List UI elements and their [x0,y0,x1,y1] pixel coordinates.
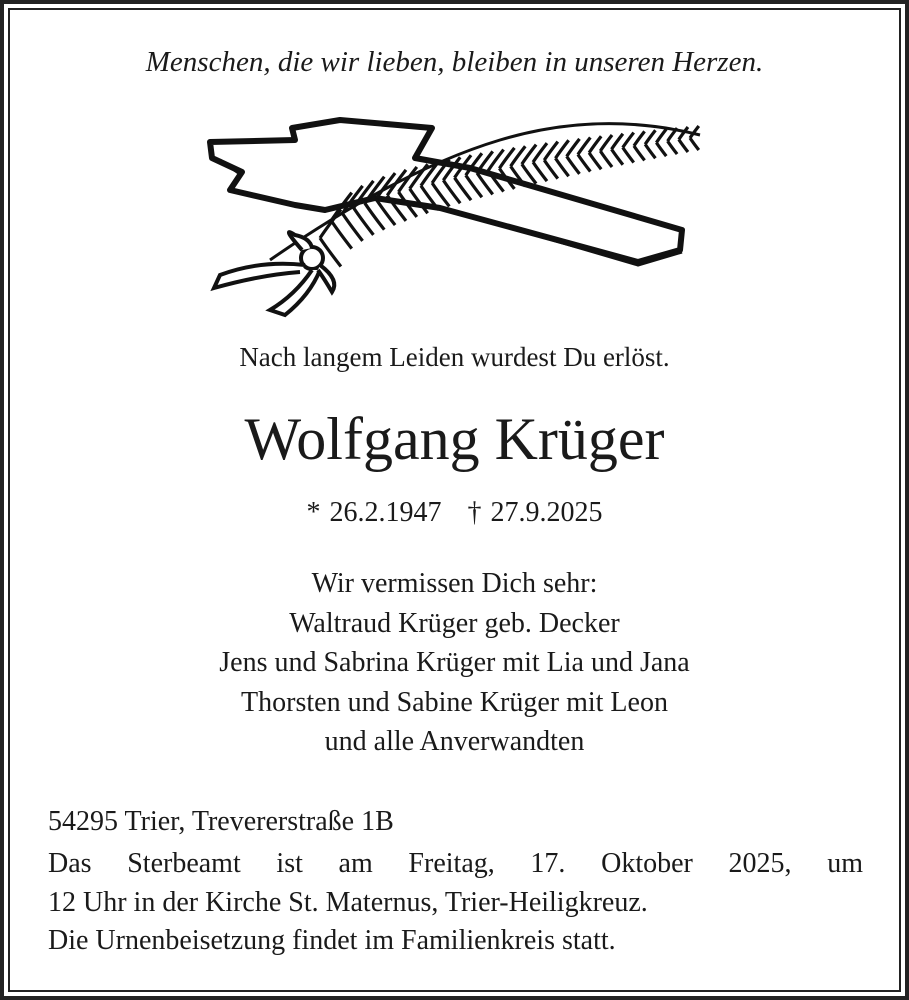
subtitle: Nach langem Leiden wurdest Du erlöst. [239,342,670,372]
palm-leaflet [600,151,612,167]
palm-leaflet [544,160,558,179]
palm-leaflet [578,155,590,172]
palm-leaflet [645,144,655,158]
service-line: Das Sterbeamt ist am Freitag, 17. Oktober 2025, um [48,848,863,879]
mourner-line: Jens und Sabrina Krüger mit Lia und Jana [219,647,690,678]
palm-leaflet [656,143,666,157]
palm-leaflet [656,129,666,143]
palm-leaflet [589,153,601,170]
cross-with-palm-branch-icon [200,110,710,320]
palm-leaflet [612,149,623,165]
palm-leaflet [634,146,645,161]
birth-date: * 26.2.1947 [306,497,442,528]
mourner-line: Waltraud Krüger geb. Decker [289,607,620,639]
ribbon-bow [214,232,334,315]
deceased-name: Wolfgang Krüger [244,406,665,472]
service-line: 12 Uhr in der Kirche St. Maternus, Trier-Heiligkreuz. [48,886,648,918]
palm-leaflet [645,130,655,144]
death-date: † 27.9.2025 [467,497,603,528]
service-line: Die Urnenbeisetzung findet im Familienkreis statt. [48,925,616,956]
motto: Menschen, die wir lieben, bleiben in unseren Herzen. [145,46,764,78]
palm-leaflet [612,134,623,150]
palm-leaflet [690,138,699,150]
address: 54295 Trier, Trevererstraße 1B [48,806,394,837]
service-info [48,845,863,961]
mourners [0,564,909,762]
mourners-intro: Wir vermissen Dich sehr: [311,568,598,599]
mourner-line: und alle Anverwandten [324,726,585,757]
palm-leaflet [668,141,678,154]
palm-leaflet [623,133,634,148]
palm-leaflet [634,131,645,146]
life-dates [0,497,909,529]
palm-leaflet [623,148,634,163]
mourner-line: Thorsten und Sabine Krüger mit Leon [241,686,668,718]
palm-leaflet [533,162,547,181]
palm-leaflet [679,140,688,153]
palm-leaflet [555,158,568,176]
palm-leaflet [567,156,580,174]
